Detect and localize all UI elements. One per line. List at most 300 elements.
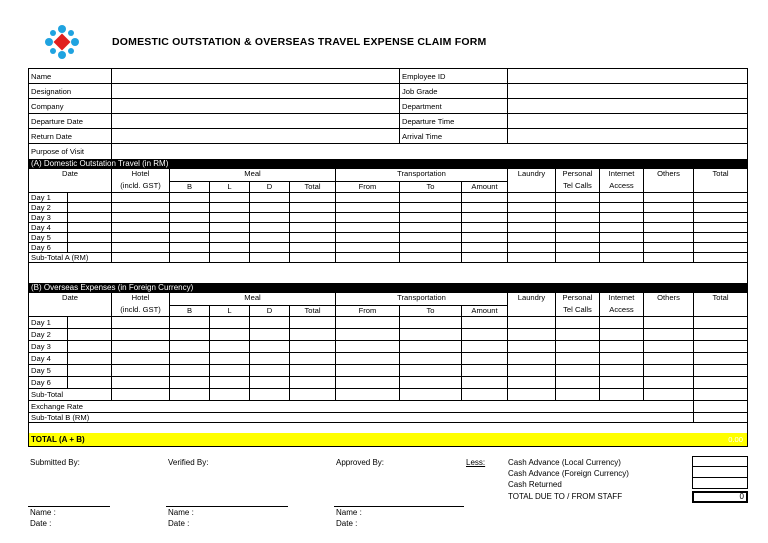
expense-cell[interactable] [461, 341, 507, 352]
expense-cell[interactable] [555, 213, 599, 222]
expense-cell[interactable] [693, 253, 747, 262]
col-personal: Personal [555, 169, 599, 181]
expense-cell[interactable] [555, 389, 599, 400]
info-value-field[interactable] [111, 114, 399, 128]
expense-cell[interactable] [643, 365, 693, 376]
expense-cell[interactable] [643, 317, 693, 328]
info-row [29, 69, 747, 84]
expense-cell[interactable] [335, 203, 399, 212]
exchange-rate-row [29, 401, 747, 413]
col-total: Total [693, 169, 747, 181]
expense-cell[interactable] [507, 317, 555, 328]
day-divider [67, 329, 68, 340]
expense-cell[interactable] [335, 213, 399, 222]
info-value-field[interactable] [507, 129, 747, 143]
expense-cell[interactable] [643, 341, 693, 352]
expense-cell[interactable] [111, 377, 169, 388]
expense-cell[interactable] [643, 233, 693, 242]
col-meal-total: Total [289, 181, 335, 192]
expense-cell[interactable] [209, 243, 249, 252]
row-total-field[interactable] [693, 401, 747, 412]
expense-cell[interactable] [111, 203, 169, 212]
expense-cell[interactable] [289, 317, 335, 328]
expense-cell[interactable] [599, 203, 643, 212]
expense-cell[interactable] [111, 193, 169, 202]
expense-cell[interactable] [461, 193, 507, 202]
claim-form [28, 68, 748, 447]
row-label: Day 5 [31, 233, 51, 242]
col-amount: Amount [461, 305, 507, 316]
expense-cell[interactable] [693, 317, 747, 328]
section-b-title: (B) Overseas Expenses (in Foreign Currency) [29, 283, 747, 293]
expense-cell[interactable] [335, 329, 399, 340]
expense-cell[interactable] [335, 233, 399, 242]
expense-cell[interactable] [643, 203, 693, 212]
expense-cell[interactable] [461, 233, 507, 242]
expense-cell[interactable] [599, 377, 643, 388]
expense-cell[interactable] [599, 243, 643, 252]
col-tel-calls: Tel Calls [555, 305, 599, 316]
expense-cell[interactable] [111, 233, 169, 242]
day-divider [67, 193, 68, 202]
expense-cell[interactable] [599, 213, 643, 222]
expense-cell[interactable] [599, 341, 643, 352]
expense-cell[interactable] [461, 377, 507, 388]
expense-cell[interactable] [249, 329, 289, 340]
row-label: Sub-Total B (RM) [31, 413, 90, 422]
expense-cell[interactable] [555, 253, 599, 262]
row-label: Day 4 [31, 354, 51, 363]
expense-cell[interactable] [249, 193, 289, 202]
row-label: Day 1 [31, 318, 51, 327]
expense-cell[interactable] [507, 341, 555, 352]
expense-cell[interactable] [461, 317, 507, 328]
expense-cell[interactable] [111, 341, 169, 352]
row-label: Exchange Rate [31, 402, 83, 411]
expense-cell[interactable] [461, 365, 507, 376]
info-label: Purpose of Visit [31, 147, 85, 156]
col-meal: Meal [169, 169, 335, 181]
expense-cell[interactable] [693, 353, 747, 364]
expense-cell[interactable] [335, 365, 399, 376]
day-row [29, 365, 747, 377]
expense-cell[interactable] [599, 365, 643, 376]
expense-cell[interactable] [169, 253, 209, 262]
expense-cell[interactable] [249, 389, 289, 400]
day-row [29, 223, 747, 233]
table-subheader-row [29, 181, 747, 193]
row-label: Day 5 [31, 366, 51, 375]
expense-cell[interactable] [289, 223, 335, 232]
day-row [29, 317, 747, 329]
expense-cell[interactable] [209, 377, 249, 388]
expense-cell[interactable] [399, 353, 461, 364]
approved-name-label: Name : [336, 508, 362, 517]
expense-cell[interactable] [289, 365, 335, 376]
expense-cell[interactable] [399, 253, 461, 262]
approved-by-label: Approved By: [336, 458, 385, 467]
expense-cell[interactable] [209, 253, 249, 262]
expense-cell[interactable] [555, 353, 599, 364]
expense-cell[interactable] [693, 365, 747, 376]
subheader-empty [693, 181, 747, 192]
col-laundry: Laundry [507, 169, 555, 181]
expense-cell[interactable] [209, 329, 249, 340]
expense-cell[interactable] [555, 377, 599, 388]
expense-cell[interactable] [335, 353, 399, 364]
expense-cell[interactable] [599, 329, 643, 340]
row-label: Day 3 [31, 213, 51, 222]
expense-cell[interactable] [169, 223, 209, 232]
info-row [29, 84, 747, 99]
expense-cell[interactable] [249, 213, 289, 222]
expense-cell[interactable] [169, 203, 209, 212]
expense-cell[interactable] [289, 329, 335, 340]
expense-cell[interactable] [399, 193, 461, 202]
expense-cell[interactable] [507, 233, 555, 242]
expense-cell[interactable] [507, 203, 555, 212]
section-b-header [29, 283, 747, 293]
expense-cell[interactable] [169, 389, 209, 400]
submitted-by-label: Submitted By: [30, 458, 80, 467]
expense-cell[interactable] [643, 253, 693, 262]
expense-cell[interactable] [249, 233, 289, 242]
col-access: Access [599, 305, 643, 316]
expense-cell[interactable] [249, 203, 289, 212]
expense-cell[interactable] [335, 317, 399, 328]
expense-cell[interactable] [289, 341, 335, 352]
expense-cell[interactable] [111, 253, 169, 262]
expense-cell[interactable] [399, 243, 461, 252]
expense-cell[interactable] [399, 365, 461, 376]
expense-cell[interactable] [507, 223, 555, 232]
less-cash-returned: Cash Returned [508, 480, 562, 489]
col-to: To [399, 181, 461, 192]
day-row [29, 341, 747, 353]
expense-cell[interactable] [555, 341, 599, 352]
less-cash-advance-foreign: Cash Advance (Foreign Currency) [508, 469, 629, 478]
info-value-field[interactable] [111, 99, 399, 113]
expense-cell[interactable] [249, 317, 289, 328]
expense-cell[interactable] [693, 377, 747, 388]
col-others: Others [643, 293, 693, 305]
expense-cell[interactable] [209, 213, 249, 222]
expense-cell[interactable] [209, 233, 249, 242]
day-row [29, 193, 747, 203]
cash-advance-local-field[interactable] [692, 456, 748, 467]
expense-cell[interactable] [461, 243, 507, 252]
info-row [29, 144, 747, 159]
subheader-empty [29, 181, 111, 192]
expense-cell[interactable] [209, 365, 249, 376]
approved-signature-line [334, 506, 464, 507]
info-value-field[interactable] [111, 84, 399, 98]
expense-cell[interactable] [169, 317, 209, 328]
expense-cell[interactable] [111, 329, 169, 340]
expense-cell[interactable] [693, 223, 747, 232]
info-label: Departure Date [31, 117, 83, 126]
expense-cell[interactable] [643, 213, 693, 222]
expense-cell[interactable] [693, 341, 747, 352]
expense-cell[interactable] [693, 243, 747, 252]
expense-cell[interactable] [399, 203, 461, 212]
expense-cell[interactable] [289, 243, 335, 252]
expense-cell[interactable] [289, 353, 335, 364]
expense-cell[interactable] [209, 193, 249, 202]
expense-cell[interactable] [693, 233, 747, 242]
expense-cell[interactable] [169, 329, 209, 340]
expense-cell[interactable] [169, 243, 209, 252]
subheader-empty [507, 181, 555, 192]
expense-cell[interactable] [693, 329, 747, 340]
expense-cell[interactable] [249, 377, 289, 388]
expense-cell[interactable] [111, 243, 169, 252]
expense-cell[interactable] [555, 223, 599, 232]
expense-cell[interactable] [335, 253, 399, 262]
expense-cell[interactable] [249, 253, 289, 262]
expense-cell[interactable] [289, 253, 335, 262]
submitted-name-label: Name : [30, 508, 56, 517]
row-label: Day 6 [31, 243, 51, 252]
expense-cell[interactable] [289, 389, 335, 400]
info-label: Designation [31, 87, 72, 96]
info-label: Department [399, 99, 507, 113]
info-value-field[interactable] [507, 84, 747, 98]
subheader-empty [29, 305, 111, 316]
row-total-field[interactable] [693, 413, 747, 422]
expense-cell[interactable] [643, 389, 693, 400]
expense-cell[interactable] [599, 389, 643, 400]
grand-total-row [29, 433, 747, 446]
expense-cell[interactable] [111, 365, 169, 376]
subtotal-rm-row [29, 413, 747, 423]
expense-cell[interactable] [289, 203, 335, 212]
row-label: Day 3 [31, 342, 51, 351]
expense-cell[interactable] [555, 317, 599, 328]
expense-cell[interactable] [643, 243, 693, 252]
expense-cell[interactable] [555, 365, 599, 376]
col-hotel: Hotel [111, 293, 169, 305]
day-divider [67, 223, 68, 232]
expense-cell[interactable] [399, 317, 461, 328]
expense-cell[interactable] [555, 243, 599, 252]
expense-cell[interactable] [335, 193, 399, 202]
verified-name-label: Name : [168, 508, 194, 517]
col-laundry: Laundry [507, 293, 555, 305]
col-meal-total: Total [289, 305, 335, 316]
col-tel-calls: Tel Calls [555, 181, 599, 192]
expense-cell[interactable] [555, 203, 599, 212]
day-row [29, 377, 747, 389]
expense-cell[interactable] [111, 223, 169, 232]
expense-cell[interactable] [599, 253, 643, 262]
verified-date-label: Date : [168, 519, 190, 528]
expense-cell[interactable] [643, 353, 693, 364]
expense-cell[interactable] [249, 353, 289, 364]
section-a-title: (A) Domestic Outstation Travel (in RM) [29, 159, 747, 169]
info-value-field[interactable] [507, 114, 747, 128]
info-value-field[interactable] [507, 69, 747, 83]
less-label: Less: [466, 458, 486, 467]
expense-cell[interactable] [335, 341, 399, 352]
expense-cell[interactable] [461, 223, 507, 232]
info-value-field[interactable] [111, 129, 399, 143]
expense-cell[interactable] [399, 233, 461, 242]
expense-cell[interactable] [249, 223, 289, 232]
expense-cell[interactable] [693, 203, 747, 212]
expense-cell[interactable] [599, 353, 643, 364]
expense-cell[interactable] [643, 223, 693, 232]
day-row [29, 329, 747, 341]
subheader-empty [643, 305, 693, 316]
day-divider [67, 377, 68, 388]
expense-cell[interactable] [599, 193, 643, 202]
expense-cell[interactable] [507, 329, 555, 340]
expense-cell[interactable] [507, 389, 555, 400]
expense-cell[interactable] [209, 389, 249, 400]
expense-cell[interactable] [599, 223, 643, 232]
expense-cell[interactable] [507, 365, 555, 376]
expense-cell[interactable] [111, 353, 169, 364]
expense-cell[interactable] [209, 223, 249, 232]
expense-cell[interactable] [693, 389, 747, 400]
expense-cell[interactable] [555, 193, 599, 202]
expense-cell[interactable] [399, 389, 461, 400]
col-hotel: Hotel [111, 169, 169, 181]
info-label: Name [31, 72, 52, 81]
expense-cell[interactable] [335, 223, 399, 232]
expense-cell[interactable] [643, 377, 693, 388]
expense-cell[interactable] [461, 353, 507, 364]
expense-cell[interactable] [111, 389, 169, 400]
expense-cell[interactable] [209, 317, 249, 328]
expense-cell[interactable] [599, 317, 643, 328]
expense-cell[interactable] [111, 213, 169, 222]
expense-cell[interactable] [209, 203, 249, 212]
col-amount: Amount [461, 181, 507, 192]
expense-cell[interactable] [693, 193, 747, 202]
grand-total-value: 0.00 [728, 435, 743, 444]
expense-cell[interactable] [169, 353, 209, 364]
col-from: From [335, 181, 399, 192]
expense-cell[interactable] [335, 243, 399, 252]
expense-cell[interactable] [461, 213, 507, 222]
verified-by-label: Verified By: [168, 458, 209, 467]
expense-cell[interactable] [461, 389, 507, 400]
subheader-empty [693, 305, 747, 316]
expense-cell[interactable] [461, 329, 507, 340]
expense-cell[interactable] [335, 389, 399, 400]
row-label: Day 1 [31, 193, 51, 202]
expense-cell[interactable] [507, 253, 555, 262]
day-divider [67, 233, 68, 242]
expense-cell[interactable] [507, 193, 555, 202]
expense-cell[interactable] [209, 353, 249, 364]
expense-cell[interactable] [461, 253, 507, 262]
expense-cell[interactable] [507, 377, 555, 388]
info-label: Arrival Time [399, 129, 507, 143]
verified-signature-line [166, 506, 288, 507]
day-divider [67, 213, 68, 222]
expense-cell[interactable] [249, 243, 289, 252]
total-due-value: 0 [692, 491, 748, 503]
expense-cell[interactable] [555, 329, 599, 340]
info-value-field[interactable] [111, 144, 399, 159]
col-hotel-sub: (incld. GST) [111, 181, 169, 192]
col-hotel-sub: (incld. GST) [111, 305, 169, 316]
expense-cell[interactable] [111, 317, 169, 328]
expense-cell[interactable] [169, 341, 209, 352]
logo-icon [44, 24, 80, 60]
expense-cell[interactable] [399, 329, 461, 340]
info-row [29, 114, 747, 129]
expense-cell[interactable] [643, 329, 693, 340]
subtotal-row [29, 253, 747, 263]
expense-cell[interactable] [169, 233, 209, 242]
expense-cell[interactable] [335, 377, 399, 388]
expense-cell[interactable] [289, 213, 335, 222]
col-internet: Internet [599, 293, 643, 305]
day-row [29, 233, 747, 243]
col-meal-b: B [169, 305, 209, 316]
col-total: Total [693, 293, 747, 305]
expense-cell[interactable] [643, 193, 693, 202]
expense-cell[interactable] [461, 203, 507, 212]
expense-cell[interactable] [693, 213, 747, 222]
row-label: Sub-Total [31, 390, 64, 399]
row-label: Day 2 [31, 330, 51, 339]
col-internet: Internet [599, 169, 643, 181]
day-divider [67, 365, 68, 376]
day-divider [67, 243, 68, 252]
col-to: To [399, 305, 461, 316]
expense-cell[interactable] [599, 233, 643, 242]
day-row [29, 353, 747, 365]
info-value-field[interactable] [111, 69, 399, 83]
expense-cell[interactable] [399, 223, 461, 232]
col-from: From [335, 305, 399, 316]
expense-cell[interactable] [555, 233, 599, 242]
expense-cell[interactable] [507, 353, 555, 364]
info-value-field[interactable] [507, 99, 747, 113]
expense-cell[interactable] [289, 377, 335, 388]
cash-advance-foreign-field[interactable] [692, 467, 748, 478]
section-a-header [29, 159, 747, 169]
day-row [29, 203, 747, 213]
expense-cell[interactable] [249, 341, 289, 352]
expense-cell[interactable] [399, 377, 461, 388]
col-date: Date [61, 293, 79, 302]
info-row [29, 99, 747, 114]
expense-cell[interactable] [169, 213, 209, 222]
expense-cell[interactable] [249, 365, 289, 376]
expense-cell[interactable] [399, 213, 461, 222]
expense-cell[interactable] [507, 213, 555, 222]
expense-cell[interactable] [209, 341, 249, 352]
expense-cell[interactable] [289, 233, 335, 242]
expense-cell[interactable] [169, 377, 209, 388]
expense-cell[interactable] [399, 341, 461, 352]
expense-cell[interactable] [507, 243, 555, 252]
expense-cell[interactable] [169, 365, 209, 376]
day-divider [67, 317, 68, 328]
col-meal-l: L [209, 181, 249, 192]
expense-cell[interactable] [289, 193, 335, 202]
grand-total-label: TOTAL (A + B) [29, 433, 329, 446]
expense-cell[interactable] [169, 193, 209, 202]
cash-returned-field[interactable] [692, 478, 748, 489]
subheader-empty [643, 181, 693, 192]
